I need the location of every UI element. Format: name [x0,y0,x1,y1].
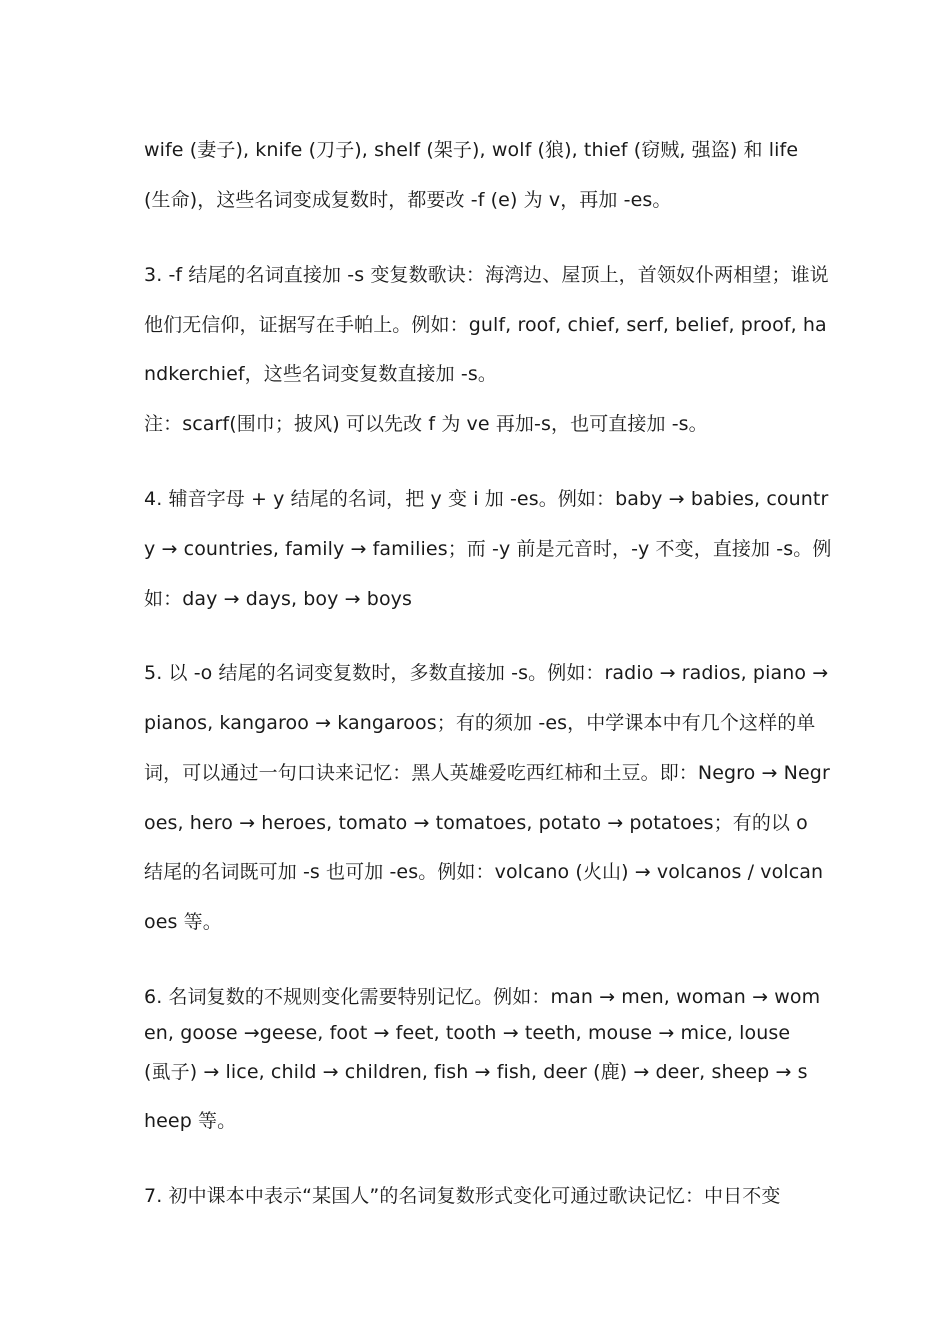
text-line: 7. 初中课本中表示“某国人”的名词复数形式变化可通过歌诀记忆：中日不变 [144,1185,781,1207]
text-line: heep 等。 [144,1110,237,1132]
text-line: 注：scarf(围巾；披风) 可以先改 f 为 ve 再加-s，也可直接加 -s。 [144,413,708,435]
text-line: wife (妻子), knife (刀子), shelf (架子), wolf (狼), thief (窃贼, 强盗) 和 life [144,139,799,161]
text-line: 结尾的名词既可加 -s 也可加 -es。例如：volcano (火山) → volcanos / volcan [144,861,824,883]
text-line: (生命)，这些名词变成复数时，都要改 -f (e) 为 v，再加 -es。 [144,189,672,211]
text-line: (虱子) → lice, child → children, fish → fish, deer (鹿) → deer, sheep → s [144,1061,808,1083]
text-line: oes, hero → heroes, tomato → tomatoes, potato → potatoes；有的以 o [144,812,808,834]
text-line: y → countries, family → families；而 -y 前是元音时，-y 不变，直接加 -s。例 [144,538,832,560]
text-line: pianos, kangaroo → kangaroos；有的须加 -es，中学课本中有几个这样的单 [144,712,816,734]
text-line: 5. 以 -o 结尾的名词变复数时，多数直接加 -s。例如：radio → radios, piano → [144,662,829,684]
text-line: oes 等。 [144,911,222,933]
text-line: 3. -f 结尾的名词直接加 -s 变复数歌诀：海湾边、屋顶上，首领奴仆两相望；谁说 [144,264,829,286]
text-line: en, goose →geese, foot → feet, tooth → teeth, mouse → mice, louse [144,1022,791,1044]
text-line: 他们无信仰，证据写在手帕上。例如：gulf, roof, chief, serf, belief, proof, ha [144,314,827,336]
text-line: 如：day → days, boy → boys [144,588,413,610]
text-line: ndkerchief，这些名词变复数直接加 -s。 [144,363,497,385]
text-line: 6. 名词复数的不规则变化需要特别记忆。例如：man → men, woman → wom [144,986,821,1008]
text-line: 词，可以通过一句口诀来记忆：黑人英雄爱吃西红柿和土豆。即：Negro → Negr [144,762,830,784]
text-line: 4. 辅音字母 + y 结尾的名词，把 y 变 i 加 -es。例如：baby → babies, countr [144,488,829,510]
